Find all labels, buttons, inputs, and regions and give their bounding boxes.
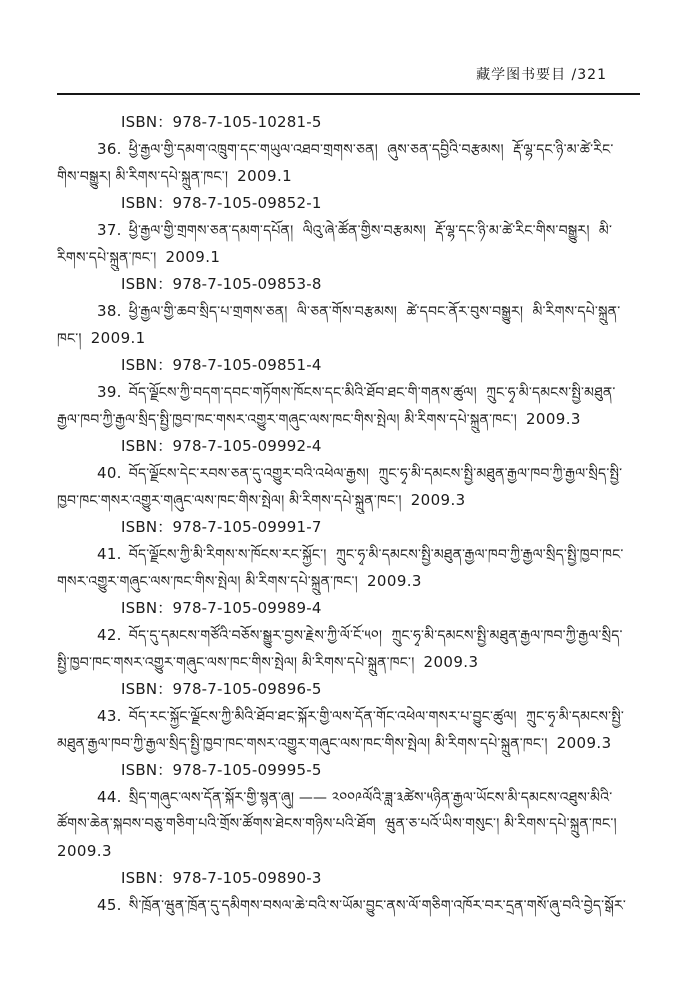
entry-number: 37.	[97, 221, 122, 239]
entry-text: བོད་རང་སྐྱོང་ལྗོངས་ཀྱི་མིའི་ཐོབ་ཐང་སྐོར་གྱི་ལས་དོན་གོང་འཕེལ་གསར་པ་བྱུང་ཚུལ། ཀྲུང་ཧྭ་མི་དམངས་སྤྱི་	[128, 709, 625, 725]
text-line	[57, 784, 640, 811]
text-line	[57, 433, 640, 460]
text-line	[57, 109, 640, 136]
text-line	[57, 811, 640, 838]
text-line	[57, 757, 640, 784]
text-line	[57, 730, 640, 757]
text-line	[57, 271, 640, 298]
text-line	[57, 190, 640, 217]
entry-text: ISBN：978-7-105-09989-4	[121, 599, 322, 617]
entry-text: ISBN：978-7-105-09992-4	[121, 437, 322, 455]
text-line	[57, 541, 640, 568]
entry-text: རྒྱལ་ཁབ་ཀྱི་རྒྱལ་སྲིད་སྤྱི་ཁྱབ་ཁང་གསར་འགྱུར་གཞུང་ལས་ཁང་གིས་སྤེལ། མི་རིགས་དཔེ་སྐྲུན་ཁང་།	[57, 412, 517, 428]
running-header	[57, 66, 640, 84]
publication-date: 2009.3	[410, 491, 466, 509]
entry-number: 43.	[97, 707, 122, 725]
text-line	[57, 460, 640, 487]
entry-number: 39.	[97, 383, 122, 401]
entry-text: ISBN：978-7-105-09853-8	[121, 275, 322, 293]
entry-text: རིགས་དཔེ་སྐྲུན་ཁང་།	[57, 250, 157, 266]
text-line	[57, 136, 640, 163]
text-line	[57, 487, 640, 514]
text-line	[57, 892, 640, 919]
text-line	[57, 379, 640, 406]
text-line	[57, 244, 640, 271]
text-line	[57, 703, 640, 730]
text-line	[57, 649, 640, 676]
text-line	[57, 352, 640, 379]
publication-date: 2009.1	[237, 167, 293, 185]
entry-text: བོད་དུ་དམངས་གཙོའི་བཅོས་སྒྱུར་བྱས་རྗེས་ཀྱི་ལོ་ངོ་༥༠། ཀྲུང་ཧྭ་མི་དམངས་སྤྱི་མཐུན་རྒྱལ་ཁབ་ཀྱི་རྒྱལ་སྲིད་	[128, 628, 623, 644]
entry-text: ISBN：978-7-105-09991-7	[121, 518, 322, 536]
text-line	[57, 325, 640, 352]
entry-text: ISBN：978-7-105-09852-1	[121, 194, 322, 212]
bibliography-list	[57, 109, 640, 919]
entry-text: བོད་ལྗོངས་ཀྱི་མི་རིགས་ས་ཁོངས་རང་སྐྱོང་། ཀྲུང་ཧྭ་མི་དམངས་སྤྱི་མཐུན་རྒྱལ་ཁབ་ཀྱི་རྒྱལ་སྲིད་སྤྱི་ཁྱབ་ཁང་	[128, 547, 624, 563]
publication-date: 2009.3	[57, 842, 112, 860]
entry-text: ཕྱི་རྒྱལ་གྱི་གྲགས་ཅན་དམག་དཔོན། ལིའུ་ཞེ་ཚོན་གྱིས་བརྩམས། རྡོ་ལྷ་དང་ཉི་མ་ཚེ་རིང་གིས་བསྒྱུར། མི་	[128, 223, 613, 239]
text-line	[57, 622, 640, 649]
text-line	[57, 217, 640, 244]
text-line	[57, 838, 640, 865]
entry-text: མཐུན་རྒྱལ་ཁབ་ཀྱི་རྒྱལ་སྲིད་སྤྱི་ཁྱབ་ཁང་གསར་འགྱུར་གཞུང་ལས་ཁང་གིས་སྤེལ། མི་རིགས་དཔེ་སྐྲུན་ཁང་།	[57, 736, 548, 752]
publication-date: 2009.1	[165, 248, 221, 266]
entry-text: ISBN：978-7-105-09890-3	[121, 869, 322, 887]
entry-text: ISBN：978-7-105-10281-5	[121, 113, 322, 131]
publication-date: 2009.3	[423, 653, 479, 671]
entry-text: ཁྱབ་ཁང་གསར་འགྱུར་གཞུང་ལས་ཁང་གིས་སྤེལ། མི་རིགས་དཔེ་སྐྲུན་ཁང་།	[57, 493, 402, 509]
entry-text: ISBN：978-7-105-09896-5	[121, 680, 322, 698]
entry-number: 45.	[97, 896, 122, 914]
entry-number: 44.	[97, 788, 122, 806]
publication-date: 2009.3	[525, 410, 581, 428]
entry-text: ISBN：978-7-105-09851-4	[121, 356, 322, 374]
entry-number: 41.	[97, 545, 122, 563]
text-line	[57, 406, 640, 433]
text-line	[57, 514, 640, 541]
text-line	[57, 568, 640, 595]
entry-text: ཚོགས་ཆེན་སྐབས་བཅུ་གཅིག་པའི་གྲོས་ཚོགས་ཐེངས་གཉིས་པའི་ཐོག ཝུན་ཅ་པའོ་ཡིས་གསུང་། མི་རིགས་དཔེ་སྐྲུན་ཁང་།	[57, 816, 617, 832]
publication-date: 2009.3	[556, 734, 612, 752]
publication-date: 2009.3	[366, 572, 422, 590]
text-line	[57, 676, 640, 703]
text-line	[57, 865, 640, 892]
entry-text: བོད་ལྗོངས་དེང་རབས་ཅན་དུ་འགྱུར་བའི་འཕེལ་རྒྱས། ཀྲུང་ཧྭ་མི་དམངས་སྤྱི་མཐུན་རྒྱལ་ཁབ་ཀྱི་རྒྱལ་སྲིད་སྤྱི་	[128, 466, 623, 482]
header-page-number: /321	[566, 67, 607, 83]
entry-text: སྤྱི་ཁྱབ་ཁང་གསར་འགྱུར་གཞུང་ལས་ཁང་གིས་སྤེལ། མི་རིགས་དཔེ་སྐྲུན་ཁང་།	[57, 655, 415, 671]
entry-number: 40.	[97, 464, 122, 482]
text-line	[57, 595, 640, 622]
entry-text: སི་ཁྲོན་ཝུན་ཁྲོན་དུ་དམིགས་བསལ་ཆེ་བའི་ས་ཡོམ་བྱུང་ནས་ལོ་གཅིག་འཁོར་བར་དྲན་གསོ་ཞུ་བའི་བྱེད་སྒོར་	[128, 898, 627, 914]
entry-number: 36.	[97, 140, 122, 158]
header-title: 藏学图书要目	[476, 67, 567, 83]
publication-date: 2009.1	[90, 329, 146, 347]
text-line	[57, 298, 640, 325]
entry-text: བོད་ལྗོངས་ཀྱི་བདག་དབང་གཏོགས་ཁོངས་དང་མིའི་ཐོབ་ཐང་གི་གནས་ཚུལ། ཀྲུང་ཧྭ་མི་དམངས་སྤྱི་མཐུན་	[128, 385, 616, 401]
entry-number: 38.	[97, 302, 122, 320]
entry-text: གིས་བསྒྱུར། མི་རིགས་དཔེ་སྐྲུན་ཁང་།	[57, 169, 229, 185]
entry-text: གསར་འགྱུར་གཞུང་ལས་ཁང་གིས་སྤེལ། མི་རིགས་དཔེ་སྐྲུན་ཁང་།	[57, 574, 358, 590]
entry-text: ISBN：978-7-105-09995-5	[121, 761, 322, 779]
entry-text: སྲིད་གཞུང་ལས་དོན་སྐོར་གྱི་སྙན་ཞུ། —— ༢༠༠༩ལོའི་ཟླ་༣ཚེས་༥ཉིན་རྒྱལ་ཡོངས་མི་དམངས་འཐུས་མིའི་	[128, 790, 613, 806]
text-line	[57, 163, 640, 190]
entry-text: ཕྱི་རྒྱལ་གྱི་དམག་འཁྲུག་དང་གཡུལ་འཐབ་གྲགས་ཅན། ཞུས་ཅན་དབྱིའི་བརྩམས། རྡོ་ལྷ་དང་ཉི་མ་ཚེ་རིང་	[128, 142, 614, 158]
entry-text: ཕྱི་རྒྱལ་གྱི་ཆབ་སྲིད་པ་གྲགས་ཅན། ལི་ཅན་གོས་བརྩམས། ཚེ་དབང་ནོར་བུས་བསྒྱུར། མི་རིགས་དཔེ་སྐྲུན་	[128, 304, 621, 320]
entry-number: 42.	[97, 626, 122, 644]
header-rule	[57, 93, 640, 95]
entry-text: ཁང་།	[57, 331, 82, 347]
